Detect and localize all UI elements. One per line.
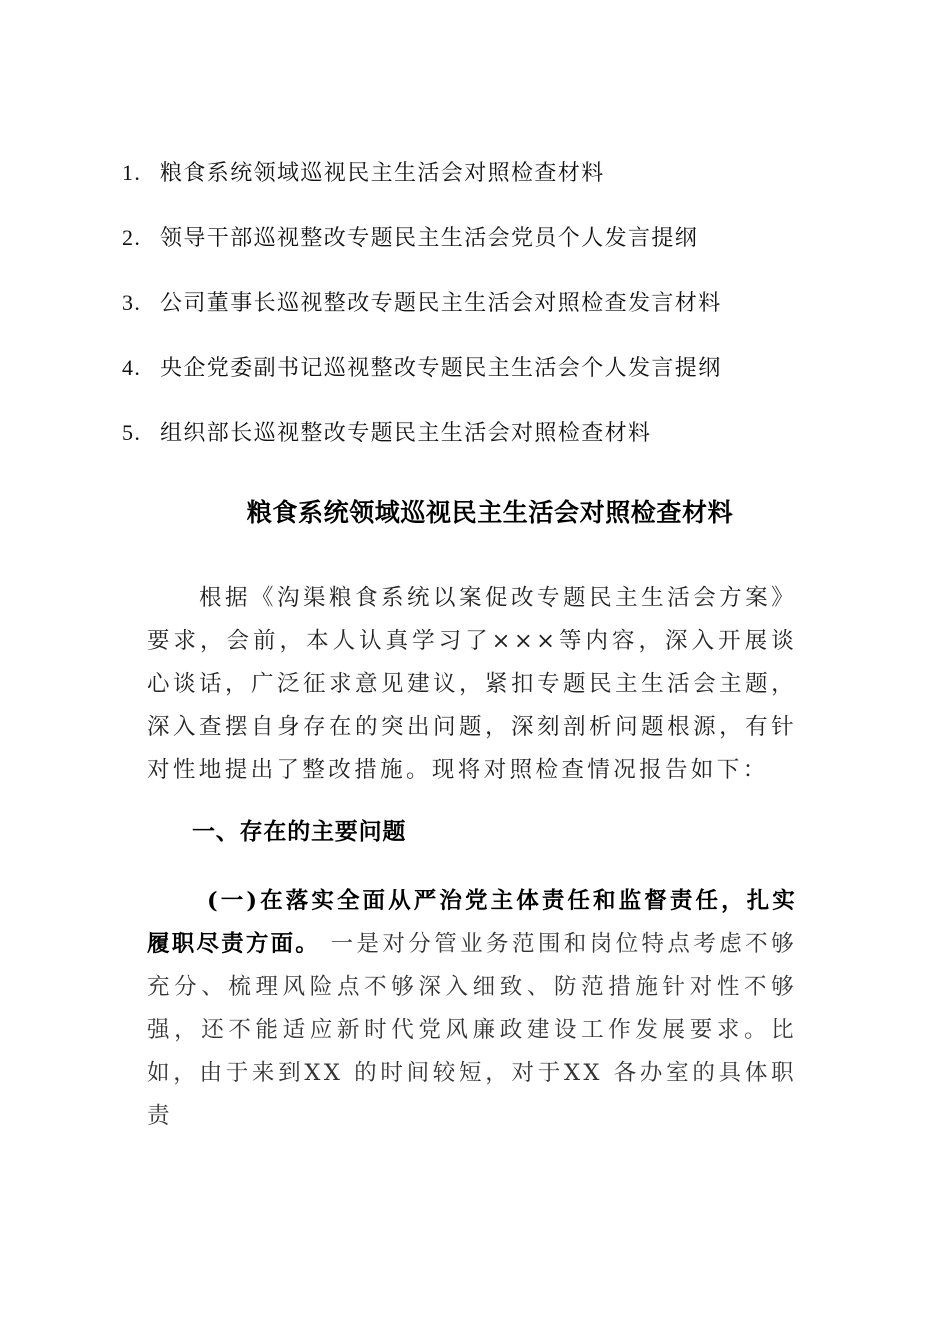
toc-item-label: 粮食系统领域巡视民主生活会对照检查材料 — [160, 161, 605, 186]
toc-item-number: 4. — [122, 355, 142, 380]
toc-item-number: 2. — [122, 225, 142, 250]
toc-item-number: 3. — [122, 290, 142, 315]
subsection-lead: (一)在落实全面从严治党主体责任和监督责任，扎实履职尽责方面。 — [147, 888, 797, 957]
toc-item[interactable] — [122, 415, 722, 480]
subsection-paragraph — [147, 880, 797, 1138]
toc-item-label: 组织部长巡视整改专题民主生活会对照检查材料 — [160, 421, 652, 446]
toc-item-label: 领导干部巡视整改专题民主生活会党员个人发言提纲 — [160, 226, 699, 251]
toc-item[interactable] — [122, 285, 722, 350]
document-title: 粮食系统领域巡视民主生活会对照检查材料 — [246, 498, 734, 527]
toc-item-number: 5. — [122, 420, 142, 445]
subsection-body: 一是对分管业务范围和岗位特点考虑不够充分、梳理风险点不够深入细致、防范措施针对性不够强，还不能适应新时代党风廉政建设工作发展要求。比如，由于来到XX 的时间较短，对于XX 各办室的具体职责 — [147, 931, 797, 1129]
toc-item[interactable] — [122, 155, 722, 220]
toc-item-number: 1. — [122, 160, 142, 185]
toc-item-label: 央企党委副书记巡视整改专题民主生活会个人发言提纲 — [160, 356, 722, 381]
toc-item[interactable] — [122, 350, 722, 415]
toc-item[interactable] — [122, 220, 722, 285]
section-heading: 一、存在的主要问题 — [192, 819, 407, 845]
toc-item-label: 公司董事长巡视整改专题民主生活会对照检查发言材料 — [160, 291, 722, 316]
table-of-contents — [122, 155, 722, 480]
intro-paragraph: 根据《沟渠粮食系统以案促改专题民主生活会方案》要求，会前，本人认真学习了×××等内容，深入开展谈心谈话，广泛征求意见建议，紧扣专题民主生活会主题，深入查摆自身存在的突出问题，深刻剖析问题根源，有针对性地提出了整改措施。现将对照检查情况报告如下： — [147, 585, 797, 783]
